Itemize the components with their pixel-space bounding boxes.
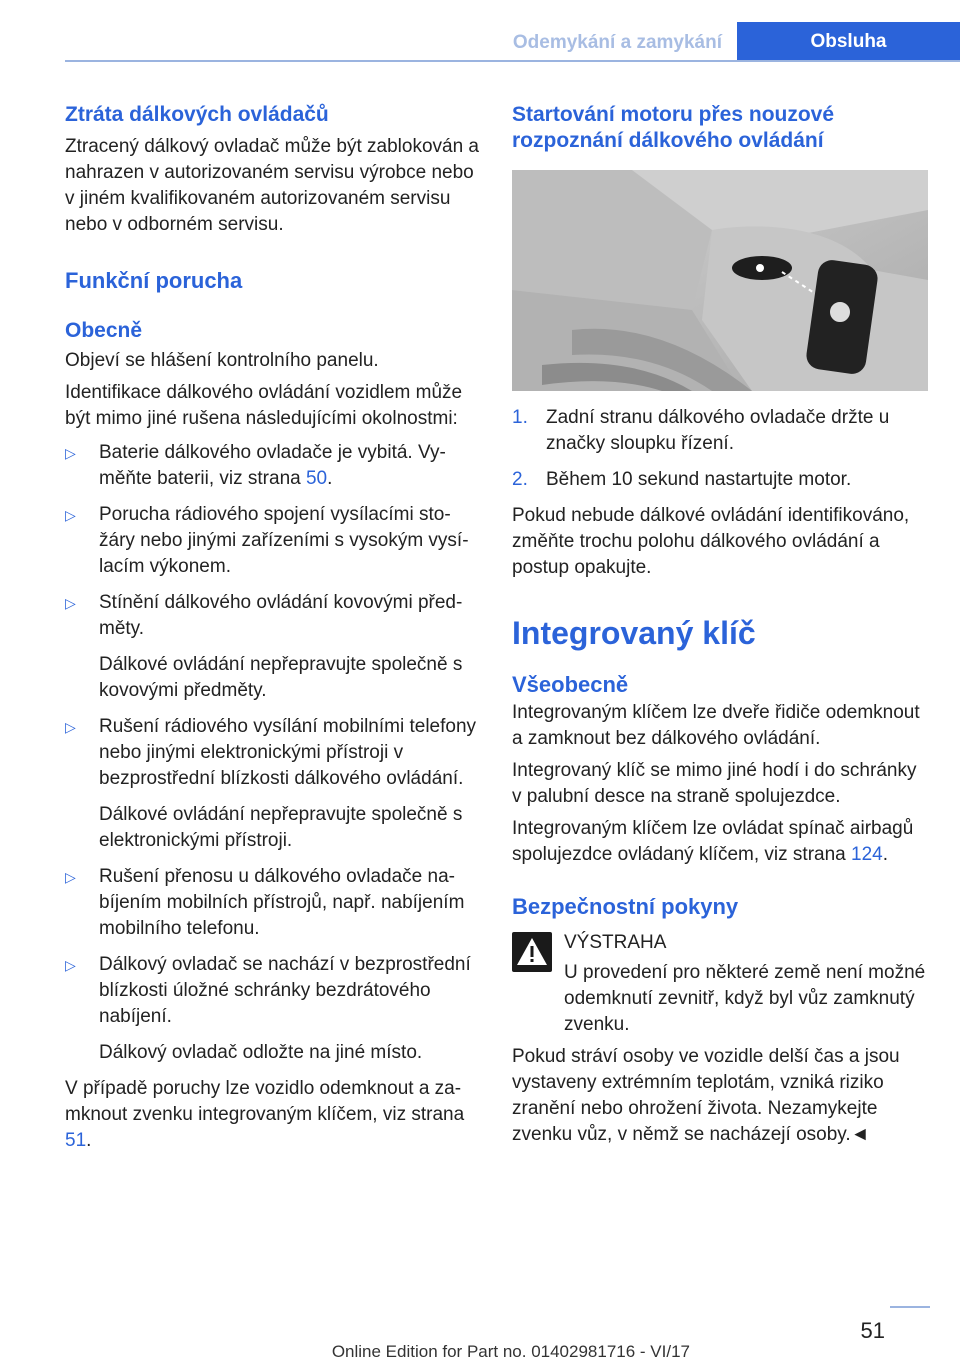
closing-text-body: V případě poruchy lze vozidlo odemknout a zamknout zvenku integrovaným klíčem, viz strana [65, 1078, 465, 1125]
key-text-3-punct: . [882, 844, 888, 865]
bullet-triangle-icon: ▷ [65, 507, 76, 523]
list-item [65, 714, 480, 854]
warning-text-2: Pokud stráví osoby ve vozidle delší čas a jsou vystaveny extrémním teplotám, vzniká riziko zranění nebo ohrožení života. Nezamykejte zvenku vůz, v němž se nacházejí osoby.◄ [512, 1046, 900, 1145]
list-item [65, 590, 480, 704]
header-rule [65, 60, 960, 62]
list-item-subtext: Dálkové ovládání nepřepravujte společně s elektronickými přístroji. [99, 804, 463, 851]
reposition-text: Pokud nebude dálkové ovládání identifikováno, změňte trochu polohu dálkového ovládání a postup opakujte. [512, 505, 910, 578]
general-heading: Obecně [65, 319, 143, 342]
bullet-triangle-icon: ▷ [65, 957, 76, 973]
closing-text [65, 1076, 480, 1154]
list-item-subtext: Dálkový ovladač odložte na jiné místo. [99, 1042, 423, 1063]
list-item-text: Porucha rádiového spojení vysílacími stožáry nebo jinými zařízeními s vysokým vysílacím výkonem. [99, 504, 469, 577]
fault-heading: Funkční porucha [65, 268, 243, 293]
list-item [65, 440, 480, 492]
step-text: Během 10 sekund nastartujte motor. [546, 469, 852, 490]
bullet-triangle-icon: ▷ [65, 719, 76, 735]
warning-triangle-icon [512, 932, 552, 972]
closing-punct: . [86, 1130, 92, 1151]
list-item-punct: . [327, 468, 333, 489]
overview-heading: Všeobecně [512, 672, 629, 697]
list-item [512, 405, 930, 457]
key-text-2: Integrovaný klíč se mimo jiné hodí i do schránky v palubní desce na straně spolujezdce. [512, 760, 917, 807]
list-item-subtext: Dálkové ovládání nepřepravujte společně s kovovými předměty. [99, 654, 463, 701]
bullet-triangle-icon: ▷ [65, 445, 76, 461]
general-text-2: Identifikace dálkového ovládání vozidlem může být mimo jiné rušena následujícími okolnostmi: [65, 382, 463, 429]
list-item-text: Dálkový ovladač se nachází v bezprostřední blízkosti úložné schránky bezdrátového nabíjení. [99, 954, 471, 1027]
step-number: 2. [512, 469, 528, 490]
bullet-triangle-icon: ▷ [65, 869, 76, 885]
list-item-text: Baterie dálkového ovladače je vybitá. Vyměňte baterii, viz strana [99, 442, 446, 489]
key-text-3 [512, 816, 930, 868]
warning-label: VÝSTRAHA [564, 932, 667, 953]
page-header [65, 22, 960, 62]
header-chapter-tab: Obsluha [737, 22, 960, 62]
warning-text: U provedení pro některé země není možné odemknutí zevnitř, když byl vůz zamknutý zvenku. [564, 962, 926, 1035]
list-item [65, 864, 480, 942]
page-link[interactable]: 124 [851, 844, 883, 865]
step-text: Zadní stranu dálkového ovladače držte u značky sloupku řízení. [546, 407, 890, 454]
step-number: 1. [512, 407, 528, 428]
safety-heading: Bezpečnostní pokyny [512, 894, 739, 919]
list-item-text: Stínění dálkového ovládání kovovými předměty. [99, 592, 463, 639]
right-column [512, 102, 930, 1148]
list-item [65, 502, 480, 580]
list-item [65, 952, 480, 1066]
lost-remote-heading: Ztráta dálkových ovládačů [65, 103, 329, 126]
steering-column-illustration [512, 170, 928, 391]
start-steps-list [512, 405, 930, 493]
illustration-graphic [512, 170, 928, 391]
list-item [512, 467, 930, 493]
page-link[interactable]: 51 [65, 1130, 87, 1151]
edition-note: Online Edition for Part no. 01402981716 - VI/17 [331, 1342, 690, 1361]
left-column [65, 102, 480, 1154]
footer-rule [890, 1306, 930, 1308]
list-item-text: Rušení přenosu u dálkového ovladače nabíjením mobilních přístrojů, např. nabíjením mobilního telefonu. [99, 866, 465, 939]
list-item-text: Rušení rádiového vysílání mobilními telefony nebo jinými elektronickými přístroji v bezprostřední blízkosti dálkového ovládání. [99, 716, 477, 789]
page-number: 51 [860, 1318, 885, 1343]
lost-remote-text: Ztracený dálkový ovladač může být zablokován a nahrazen v autorizovaném servisu výrobce nebo v jiném kvalifikovaném autorizovaném servisu nebo v odborném servisu. [65, 136, 479, 235]
integrated-key-heading: Integrovaný klíč [512, 615, 756, 651]
header-section-title: Odemykání a zamykání [512, 32, 722, 53]
page-link[interactable]: 50 [305, 468, 328, 489]
general-text-1: Objeví se hlášení kontrolního panelu. [65, 350, 379, 371]
key-text-1: Integrovaným klíčem lze dveře řidiče odemknout a zamknout bez dálkového ovládání. [512, 702, 920, 749]
bullet-triangle-icon: ▷ [65, 595, 76, 611]
interference-list [65, 440, 480, 1066]
warning-block [512, 930, 930, 1038]
key-text-3-body: Integrovaným klíčem lze ovládat spínač airbagů spolujezdce ovládaný klíčem, viz strana [512, 818, 914, 865]
emergency-start-heading: Startování motoru přes nouzové rozpoznání dálkového ovládání [512, 103, 835, 152]
page-footer [0, 1318, 960, 1361]
